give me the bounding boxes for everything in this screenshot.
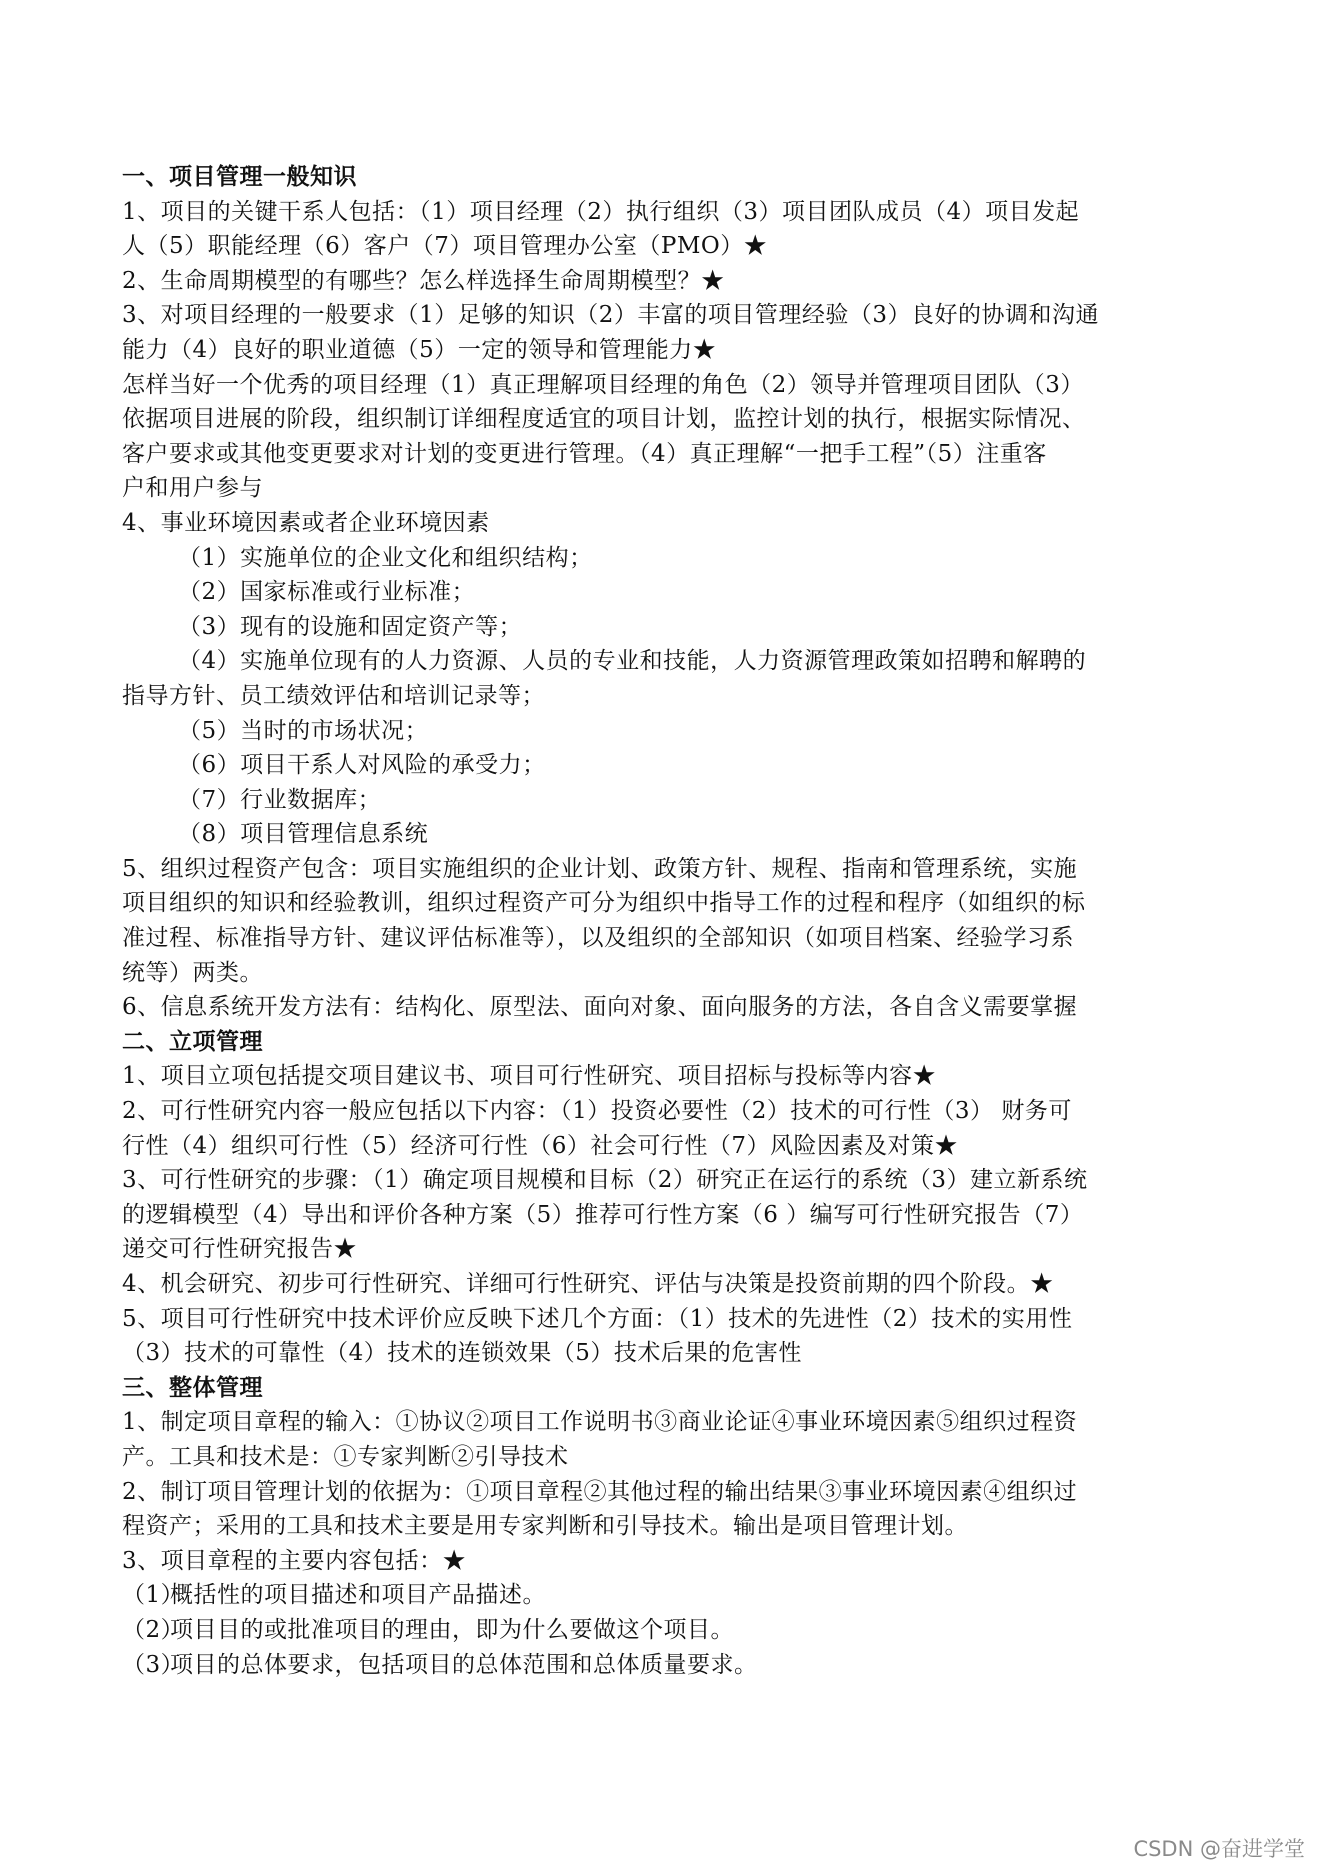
text-line: 项目组织的知识和经验教训，组织过程资产可分为组织中指导工作的过程和程序（如组织的标 [122, 890, 1086, 917]
text-line: 的逻辑模型（4）导出和评价各种方案（5）推荐可行性方案（6 ）编写可行性研究报告（7） [122, 1201, 1084, 1228]
text-line: 程资产；采用的工具和技术主要是用专家判断和引导技术。输出是项目管理计划。 [122, 1513, 968, 1540]
item-text: 项目目的或批准项目的理由，即为什么要做这个项目。 [170, 1616, 734, 1643]
item-number: （2） [122, 1616, 185, 1643]
item-text: 项目的总体要求，包括项目的总体范围和总体质量要求。 [170, 1651, 758, 1678]
text-line: 3、可行性研究的步骤：（1）确定项目规模和目标（2）研究正在运行的系统（3）建立新系统 [122, 1167, 1088, 1194]
text-line: 2、可行性研究内容一般应包括以下内容：（1）投资必要性（2）技术的可行性（3） 财务可 [122, 1098, 1072, 1125]
text-line: （3）技术的可靠性（4）技术的连锁效果（5）技术后果的危害性 [122, 1340, 802, 1367]
indented-list-item: （5）当时的市场状况； [178, 717, 429, 744]
indented-list-item: （6）项目干系人对风险的承受力； [178, 752, 546, 779]
document-body [122, 160, 1204, 1682]
indented-list-item: （4）实施单位现有的人力资源、人员的专业和技能，人力资源管理政策如招聘和解聘的 [178, 648, 1087, 675]
indented-list-item: （2）国家标准或行业标准； [178, 579, 476, 606]
text-line: 指导方针、员工绩效评估和培训记录等； [122, 682, 545, 709]
text-line: 1、项目的关键干系人包括：（1）项目经理（2）执行组织（3）项目团队成员（4）项目发起 [122, 198, 1080, 225]
indented-list-item: （8）项目管理信息系统 [178, 821, 429, 848]
text-line: 户和用户参与 [122, 475, 263, 502]
text-line: 1、制定项目章程的输入：①协议②项目工作说明书③商业论证④事业环境因素⑤组织过程资 [122, 1409, 1078, 1436]
text-line: 2、制订项目管理计划的依据为：①项目章程②其他过程的输出结果③事业环境因素④组织过 [122, 1478, 1078, 1505]
text-line: 产。工具和技术是：①专家判断②引导技术 [122, 1443, 569, 1470]
text-line: 统等）两类。 [122, 959, 263, 986]
section-heading: 二、立项管理 [122, 1028, 263, 1055]
text-line: 人（5）职能经理（6）客户（7）项目管理办公室（PMO）★ [122, 233, 768, 260]
text-line: 客户要求或其他变更要求对计划的变更进行管理。（4）真正理解“一把手工程”（5）注重客 [122, 440, 1047, 467]
watermark: CSDN @奋进学堂 [1133, 1837, 1305, 1861]
numbered-item [122, 1613, 1204, 1648]
text-line: 递交可行性研究报告★ [122, 1236, 357, 1263]
item-text: 概括性的项目描述和项目产品描述。 [170, 1582, 546, 1609]
text-line: 3、项目章程的主要内容包括：★ [122, 1547, 467, 1574]
item-number: （1） [122, 1582, 185, 1609]
text-line: 行性（4）组织可行性（5）经济可行性（6）社会可行性（7）风险因素及对策★ [122, 1132, 959, 1159]
text-line: 能力（4）良好的职业道德（5）一定的领导和管理能力★ [122, 336, 717, 363]
indented-list-item: （1）实施单位的企业文化和组织结构； [178, 544, 593, 571]
text-line: 2、生命周期模型的有哪些？怎么样选择生命周期模型？★ [122, 267, 725, 294]
numbered-item [122, 1578, 1204, 1613]
text-line: 准过程、标准指导方针、建议评估标准等），以及组织的全部知识（如项目档案、经验学习系 [122, 925, 1074, 952]
indented-list-item: （7）行业数据库； [178, 786, 382, 813]
text-line: 3、对项目经理的一般要求（1）足够的知识（2）丰富的项目管理经验（3）良好的协调和沟通 [122, 302, 1100, 329]
text-line: 1、项目立项包括提交项目建议书、项目可行性研究、项目招标与投标等内容★ [122, 1063, 937, 1090]
text-line: 4、事业环境因素或者企业环境因素 [122, 509, 490, 536]
indented-list-item: （3）现有的设施和固定资产等； [178, 613, 523, 640]
text-line: 依据项目进展的阶段，组织制订详细程度适宜的项目计划，监控计划的执行，根据实际情况、 [122, 406, 1086, 433]
numbered-item [122, 1648, 1204, 1683]
section-heading: 一、项目管理一般知识 [122, 164, 357, 190]
text-line: 5、项目可行性研究中技术评价应反映下述几个方面：（1）技术的先进性（2）技术的实用性 [122, 1305, 1073, 1332]
item-number: （3） [122, 1651, 185, 1678]
text-line: 5、组织过程资产包含：项目实施组织的企业计划、政策方针、规程、指南和管理系统，实施 [122, 855, 1078, 882]
text-line: 怎样当好一个优秀的项目经理（1）真正理解项目经理的角色（2）领导并管理项目团队（3） [122, 371, 1084, 398]
text-line: 6、信息系统开发方法有：结构化、原型法、面向对象、面向服务的方法，各自含义需要掌握 [122, 994, 1078, 1021]
text-line: 4、机会研究、初步可行性研究、详细可行性研究、评估与决策是投资前期的四个阶段。★ [122, 1271, 1054, 1297]
section-heading: 三、整体管理 [122, 1374, 263, 1401]
